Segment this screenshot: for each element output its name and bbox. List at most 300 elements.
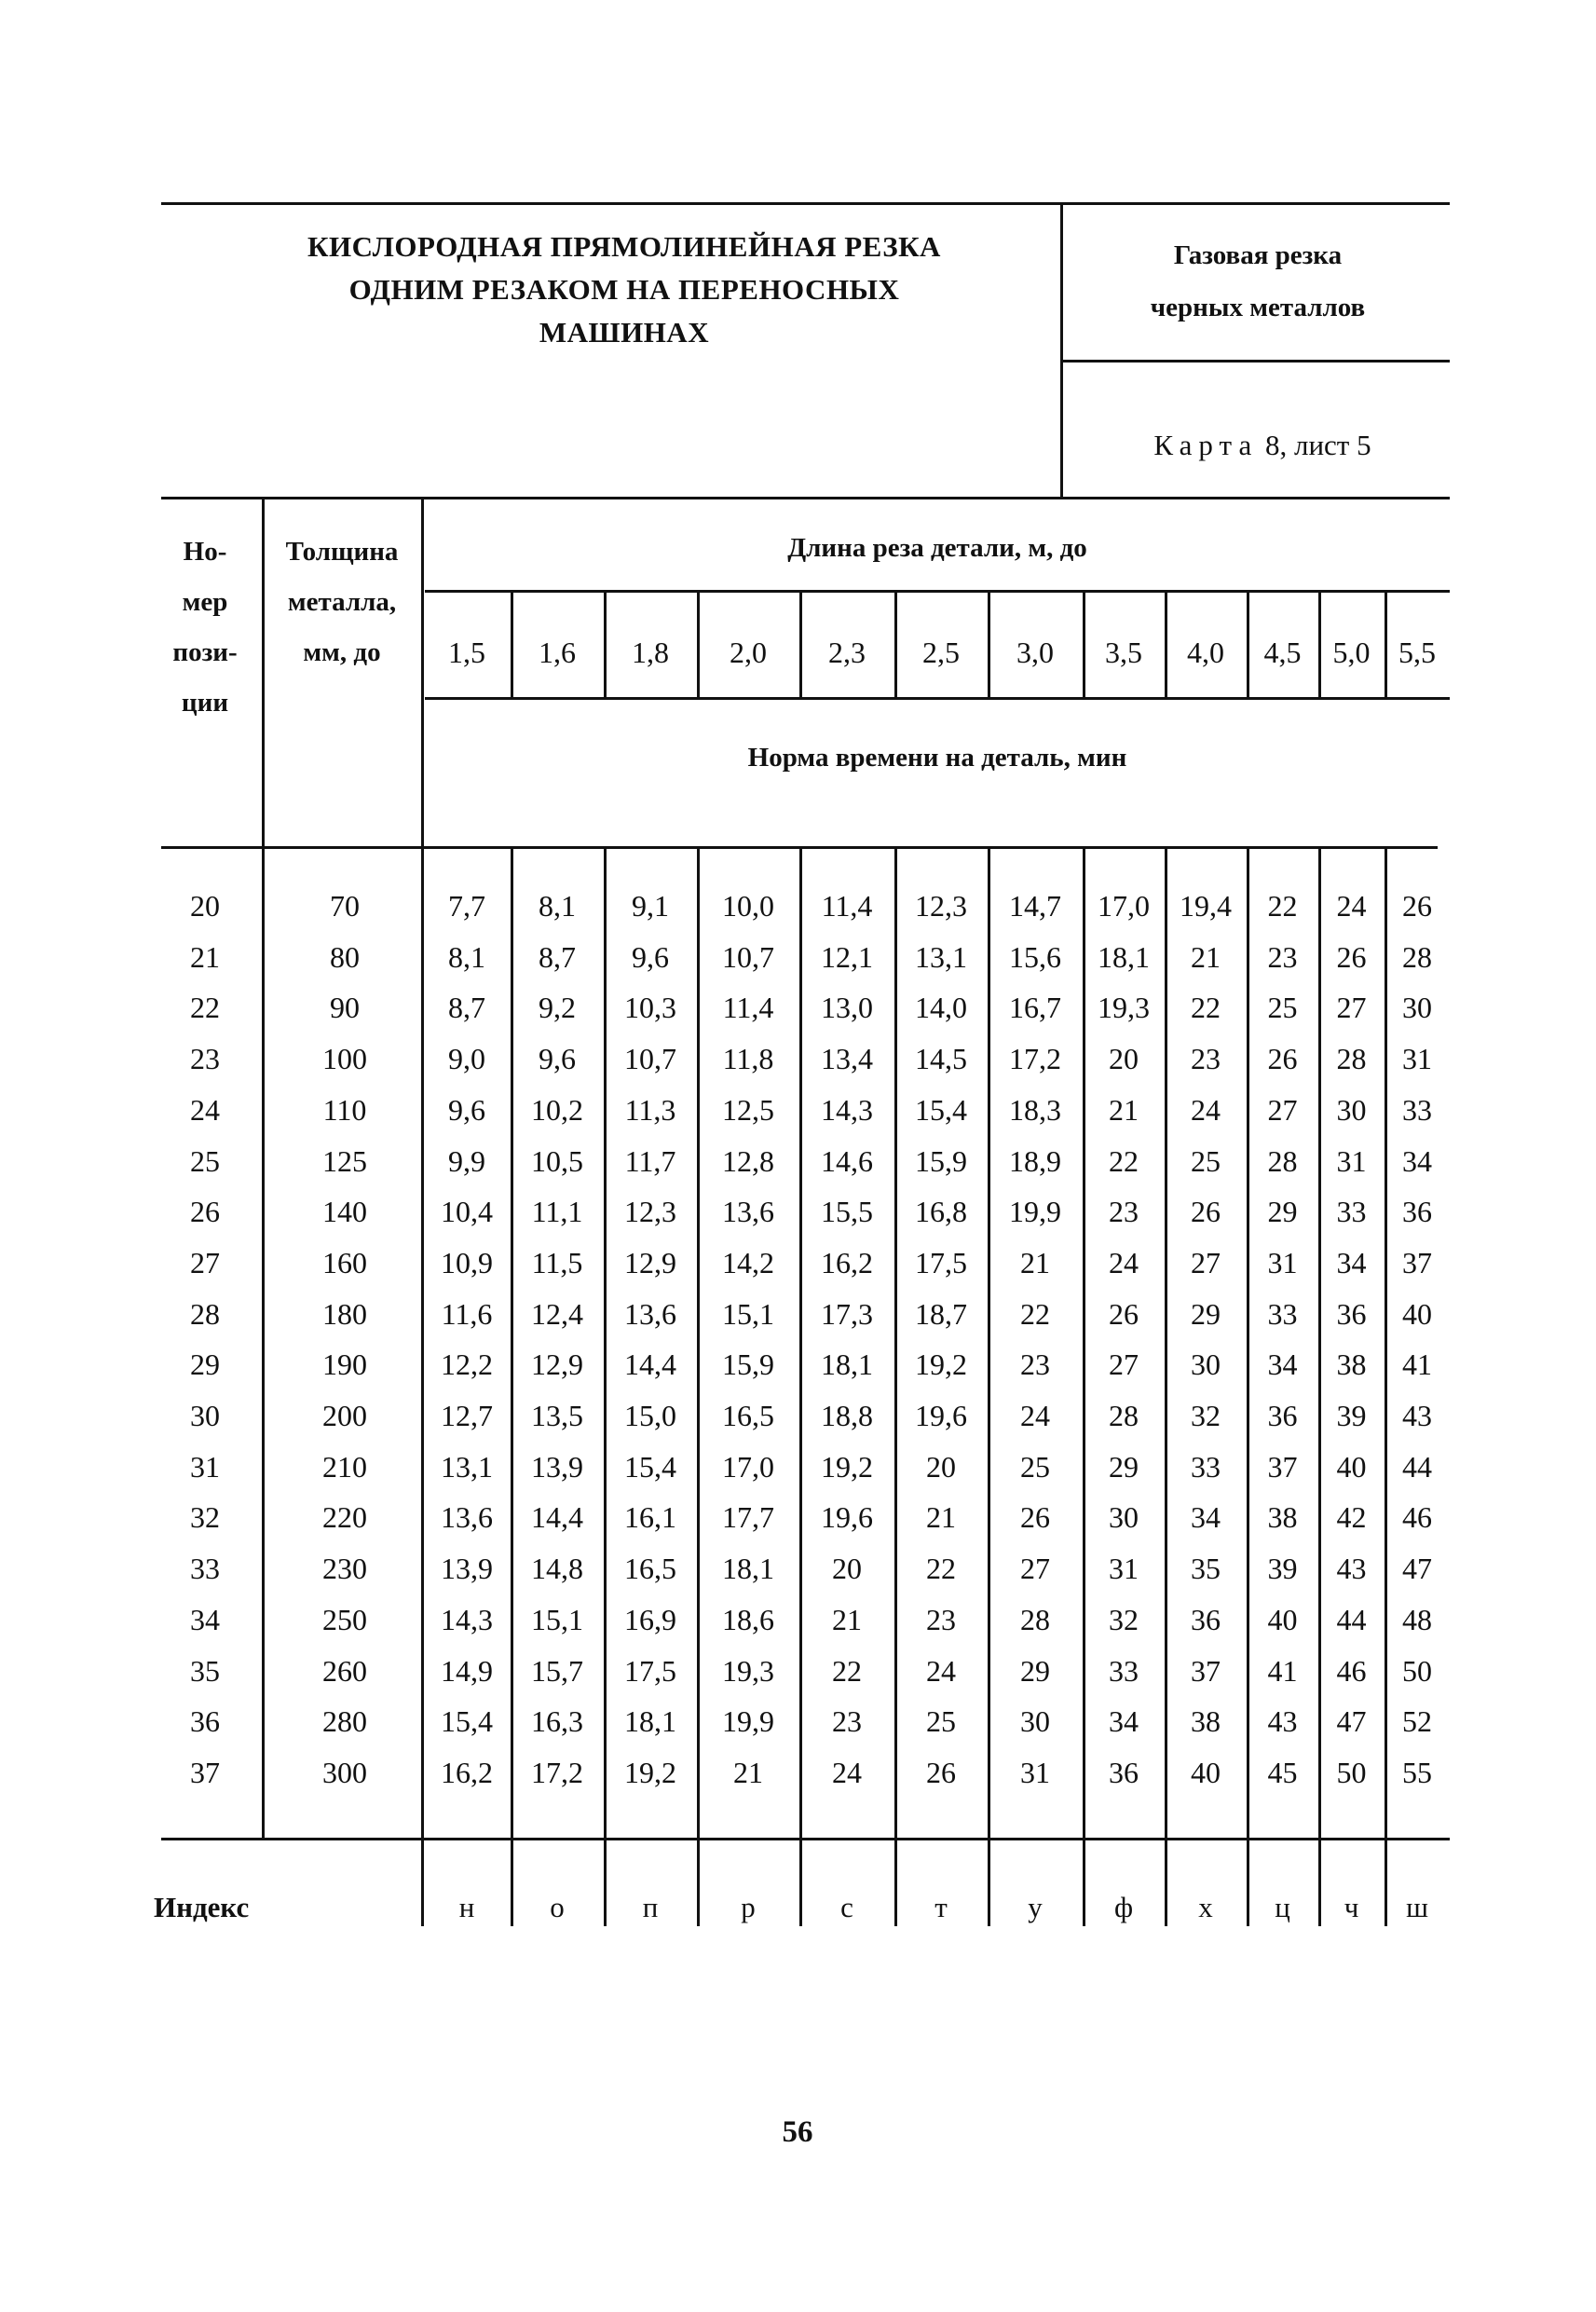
table-cell: 8,1 <box>539 889 576 923</box>
table-cell: 52 <box>1402 1704 1432 1739</box>
table-cell: 21 <box>1191 939 1221 974</box>
table-cell: 12,2 <box>441 1348 493 1382</box>
table-cell: 22 <box>832 1653 862 1688</box>
table-cell: 17,3 <box>821 1296 873 1331</box>
row-position: 35 <box>190 1653 220 1688</box>
table-cell: 11,3 <box>624 1092 676 1127</box>
row-position: 29 <box>190 1348 220 1382</box>
header-top-rule <box>161 202 1450 205</box>
table-cell: 40 <box>1191 1755 1221 1789</box>
table-cell: 46 <box>1402 1500 1432 1535</box>
table-cell: 11,7 <box>624 1143 676 1178</box>
table-cell: 17,5 <box>915 1245 967 1279</box>
title-line: КИСЛОРОДНАЯ ПРЯМОЛИНЕЙНАЯ РЕЗКА <box>307 230 941 263</box>
document-title <box>270 226 978 354</box>
table-cell: 14,9 <box>441 1653 493 1688</box>
table-cell: 17,2 <box>531 1755 583 1789</box>
table-cell: 28 <box>1336 1042 1367 1076</box>
table-cell: 23 <box>1020 1348 1050 1382</box>
card-prefix: Карта <box>1153 429 1259 461</box>
index-letter: п <box>642 1891 659 1923</box>
table-cell: 26 <box>1402 889 1432 923</box>
table-cell: 19,4 <box>1180 889 1232 923</box>
table-cell: 16,7 <box>1009 991 1061 1025</box>
table-cell: 13,0 <box>821 991 873 1025</box>
table-cell: 22 <box>1020 1296 1050 1331</box>
table-cell: 9,6 <box>539 1042 576 1076</box>
index-letter: р <box>741 1891 756 1923</box>
row-thickness: 80 <box>330 939 360 974</box>
table-cell: 46 <box>1336 1653 1367 1688</box>
table-cell: 44 <box>1402 1449 1432 1484</box>
table-cell: 12,1 <box>821 939 873 974</box>
table-cell: 14,5 <box>915 1042 967 1076</box>
table-cell: 14,4 <box>624 1348 676 1382</box>
table-cell: 19,3 <box>1098 991 1150 1025</box>
table-cell: 23 <box>1267 939 1298 974</box>
table-cell: 47 <box>1336 1704 1367 1739</box>
table-cell: 16,2 <box>821 1245 873 1279</box>
table-cell: 10,3 <box>624 991 676 1025</box>
table-cell: 8,7 <box>448 991 485 1025</box>
table-cell: 27 <box>1267 1092 1298 1127</box>
table-cell: 45 <box>1267 1755 1298 1789</box>
table-cell: 38 <box>1191 1704 1221 1739</box>
length-value-header: 2,5 <box>922 636 960 669</box>
table-cell: 10,7 <box>624 1042 676 1076</box>
table-cell: 14,4 <box>531 1500 583 1535</box>
table-cell: 14,6 <box>821 1143 873 1178</box>
index-letter: х <box>1198 1891 1213 1923</box>
row-position: 25 <box>190 1143 220 1178</box>
table-cell: 15,4 <box>915 1092 967 1127</box>
table-cell: 10,5 <box>531 1143 583 1178</box>
table-cell: 32 <box>1109 1602 1139 1636</box>
table-cell: 33 <box>1267 1296 1298 1331</box>
category-line: черных металлов <box>1150 293 1366 322</box>
table-cell: 21 <box>832 1602 862 1636</box>
card-suffix: 8, лист 5 <box>1264 429 1371 461</box>
table-cell: 9,0 <box>448 1042 485 1076</box>
index-letter: н <box>458 1891 475 1923</box>
table-cell: 16,1 <box>624 1500 676 1535</box>
index-letter: ш <box>1406 1891 1428 1923</box>
table-cell: 10,4 <box>441 1195 493 1229</box>
table-cell: 23 <box>832 1704 862 1739</box>
table-cell: 14,0 <box>915 991 967 1025</box>
row-thickness: 220 <box>322 1500 367 1535</box>
table-top-rule <box>161 497 1450 499</box>
card-label <box>1104 429 1421 462</box>
table-cell: 10,9 <box>441 1245 493 1279</box>
table-cell: 14,3 <box>821 1092 873 1127</box>
table-cell: 25 <box>1267 991 1298 1025</box>
table-cell: 31 <box>1267 1245 1298 1279</box>
table-cell: 26 <box>1336 939 1367 974</box>
table-cell: 21 <box>733 1755 763 1789</box>
table-cell: 33 <box>1191 1449 1221 1484</box>
row-thickness: 230 <box>322 1552 367 1586</box>
header-separator <box>1060 205 1063 497</box>
table-cell: 18,1 <box>722 1552 774 1586</box>
header-line: металла, <box>287 587 397 617</box>
row-position: 34 <box>190 1602 220 1636</box>
table-cell: 14,7 <box>1009 889 1061 923</box>
body-bottom-rule <box>161 1838 1450 1840</box>
table-cell: 15,4 <box>624 1449 676 1484</box>
index-label: Индекс <box>154 1891 250 1923</box>
table-cell: 30 <box>1020 1704 1050 1739</box>
table-cell: 15,1 <box>722 1296 774 1331</box>
table-cell: 43 <box>1336 1552 1367 1586</box>
index-letter: о <box>550 1891 565 1923</box>
table-cell: 36 <box>1402 1195 1432 1229</box>
table-cell: 41 <box>1402 1348 1432 1382</box>
table-cell: 13,4 <box>821 1042 873 1076</box>
table-cell: 20 <box>832 1552 862 1586</box>
table-cell: 37 <box>1191 1653 1221 1688</box>
table-cell: 18,1 <box>624 1704 676 1739</box>
row-position: 28 <box>190 1296 220 1331</box>
table-cell: 13,9 <box>531 1449 583 1484</box>
table-cell: 31 <box>1336 1143 1367 1178</box>
table-cell: 34 <box>1402 1143 1432 1178</box>
table-cell: 43 <box>1402 1399 1432 1432</box>
table-cell: 33 <box>1402 1092 1432 1127</box>
table-cell: 13,9 <box>441 1552 493 1586</box>
table-cell: 42 <box>1336 1500 1367 1535</box>
table-cell: 15,5 <box>821 1195 873 1229</box>
table-cell: 28 <box>1109 1399 1139 1432</box>
table-cell: 19,9 <box>722 1704 774 1739</box>
table-cell: 12,4 <box>531 1296 583 1331</box>
table-cell: 19,9 <box>1009 1195 1061 1229</box>
table-cell: 18,3 <box>1009 1092 1061 1127</box>
table-cell: 30 <box>1191 1348 1221 1382</box>
row-position: 31 <box>190 1449 220 1484</box>
table-cell: 47 <box>1402 1552 1432 1586</box>
table-cell: 16,2 <box>441 1755 493 1789</box>
table-cell: 39 <box>1267 1552 1298 1586</box>
table-cell: 27 <box>1191 1245 1221 1279</box>
table-cell: 28 <box>1267 1143 1298 1178</box>
table-cell: 13,6 <box>722 1195 774 1229</box>
table-cell: 13,5 <box>531 1399 583 1432</box>
table-cell: 39 <box>1336 1399 1367 1432</box>
thickness-column-header <box>267 527 416 677</box>
table-cell: 29 <box>1109 1449 1139 1484</box>
table-cell: 10,2 <box>531 1092 583 1127</box>
table-cell: 33 <box>1336 1195 1367 1229</box>
length-value-header: 1,6 <box>539 636 576 669</box>
length-value-header: 3,0 <box>1016 636 1054 669</box>
table-cell: 17,0 <box>722 1449 774 1484</box>
table-cell: 19,6 <box>821 1500 873 1535</box>
table-cell: 15,7 <box>531 1653 583 1688</box>
table-cell: 18,7 <box>915 1296 967 1331</box>
table-cell: 10,7 <box>722 939 774 974</box>
table-cell: 14,3 <box>441 1602 493 1636</box>
table-cell: 36 <box>1109 1755 1139 1789</box>
table-cell: 12,5 <box>722 1092 774 1127</box>
table-cell: 55 <box>1402 1755 1432 1789</box>
table-cell: 34 <box>1336 1245 1367 1279</box>
table-cell: 15,4 <box>441 1704 493 1739</box>
table-cell: 24 <box>1336 889 1367 923</box>
table-cell: 19,2 <box>821 1449 873 1484</box>
table-cell: 31 <box>1402 1042 1432 1076</box>
table-cell: 23 <box>926 1602 956 1636</box>
row-position: 24 <box>190 1092 220 1127</box>
row-position: 33 <box>190 1552 220 1586</box>
table-cell: 25 <box>926 1704 956 1739</box>
row-thickness: 280 <box>322 1704 367 1739</box>
table-cell: 26 <box>1191 1195 1221 1229</box>
row-thickness: 250 <box>322 1602 367 1636</box>
table-cell: 29 <box>1020 1653 1050 1688</box>
position-column-header <box>158 527 252 728</box>
table-cell: 18,8 <box>821 1399 873 1432</box>
table-cell: 17,7 <box>722 1500 774 1535</box>
length-header-rule <box>425 590 1450 593</box>
table-cell: 17,0 <box>1098 889 1150 923</box>
table-cell: 22 <box>1191 991 1221 1025</box>
table-cell: 18,1 <box>821 1348 873 1382</box>
row-thickness: 300 <box>322 1755 367 1789</box>
table-cell: 9,1 <box>632 889 669 923</box>
table-cell: 14,8 <box>531 1552 583 1586</box>
table-cell: 23 <box>1109 1195 1139 1229</box>
row-position: 20 <box>190 889 220 923</box>
table-cell: 23 <box>1191 1042 1221 1076</box>
table-cell: 19,2 <box>624 1755 676 1789</box>
table-cell: 29 <box>1191 1296 1221 1331</box>
header-line: мм, до <box>303 637 381 667</box>
table-cell: 33 <box>1109 1653 1139 1688</box>
table-cell: 34 <box>1191 1500 1221 1535</box>
table-cell: 26 <box>926 1755 956 1789</box>
table-cell: 10,0 <box>722 889 774 923</box>
table-cell: 40 <box>1336 1449 1367 1484</box>
table-cell: 15,6 <box>1009 939 1061 974</box>
length-value-header: 1,8 <box>632 636 669 669</box>
row-position: 32 <box>190 1500 220 1535</box>
table-cell: 13,1 <box>915 939 967 974</box>
table-cell: 11,1 <box>531 1195 583 1229</box>
table-cell: 8,7 <box>539 939 576 974</box>
table-cell: 19,6 <box>915 1399 967 1432</box>
index-letter: ц <box>1275 1891 1290 1923</box>
table-cell: 27 <box>1336 991 1367 1025</box>
table-cell: 13,1 <box>441 1449 493 1484</box>
table-cell: 22 <box>926 1552 956 1586</box>
table-cell: 11,4 <box>821 889 873 923</box>
table-cell: 13,6 <box>624 1296 676 1331</box>
table-cell: 24 <box>1109 1245 1139 1279</box>
table-cell: 34 <box>1267 1348 1298 1382</box>
table-cell: 12,3 <box>915 889 967 923</box>
row-position: 36 <box>190 1704 220 1739</box>
table-cell: 8,1 <box>448 939 485 974</box>
table-cell: 31 <box>1109 1552 1139 1586</box>
table-cell: 9,6 <box>632 939 669 974</box>
category-title <box>1085 229 1430 334</box>
row-position: 21 <box>190 939 220 974</box>
table-cell: 15,9 <box>915 1143 967 1178</box>
table-cell: 12,8 <box>722 1143 774 1178</box>
row-thickness: 125 <box>322 1143 367 1178</box>
table-cell: 32 <box>1191 1399 1221 1432</box>
table-cell: 15,9 <box>722 1348 774 1382</box>
row-thickness: 140 <box>322 1195 367 1229</box>
table-cell: 40 <box>1402 1296 1432 1331</box>
length-values-rule <box>425 697 1450 700</box>
table-cell: 35 <box>1191 1552 1221 1586</box>
table-cell: 27 <box>1109 1348 1139 1382</box>
table-cell: 20 <box>926 1449 956 1484</box>
row-thickness: 190 <box>322 1348 367 1382</box>
table-cell: 30 <box>1336 1092 1367 1127</box>
table-cell: 29 <box>1267 1195 1298 1229</box>
table-cell: 36 <box>1191 1602 1221 1636</box>
table-cell: 18,9 <box>1009 1143 1061 1178</box>
table-cell: 22 <box>1109 1143 1139 1178</box>
table-cell: 14,2 <box>722 1245 774 1279</box>
table-cell: 12,7 <box>441 1399 493 1432</box>
row-position: 30 <box>190 1399 220 1432</box>
table-cell: 20 <box>1109 1042 1139 1076</box>
header-line: Толщина <box>285 537 399 567</box>
row-thickness: 90 <box>330 991 360 1025</box>
row-thickness: 70 <box>330 889 360 923</box>
table-cell: 12,9 <box>531 1348 583 1382</box>
length-value-header: 3,5 <box>1105 636 1142 669</box>
table-cell: 26 <box>1109 1296 1139 1331</box>
table-cell: 38 <box>1267 1500 1298 1535</box>
row-position: 26 <box>190 1195 220 1229</box>
length-value-header: 5,0 <box>1332 636 1371 669</box>
index-letter: ф <box>1113 1891 1134 1923</box>
table-cell: 25 <box>1191 1143 1221 1178</box>
table-cell: 28 <box>1402 939 1432 974</box>
table-cell: 41 <box>1267 1653 1298 1688</box>
header-line: ции <box>181 688 229 718</box>
table-cell: 17,5 <box>624 1653 676 1688</box>
table-cell: 9,9 <box>448 1143 485 1178</box>
table-cell: 11,5 <box>531 1245 583 1279</box>
table-cell: 11,6 <box>441 1296 493 1331</box>
table-cell: 21 <box>1020 1245 1050 1279</box>
table-cell: 21 <box>926 1500 956 1535</box>
row-position: 22 <box>190 991 220 1025</box>
table-cell: 50 <box>1336 1755 1367 1789</box>
row-thickness: 110 <box>322 1092 367 1127</box>
table-cell: 15,1 <box>531 1602 583 1636</box>
table-cell: 16,5 <box>722 1399 774 1432</box>
table-cell: 48 <box>1402 1602 1432 1636</box>
table-cell: 11,8 <box>722 1042 774 1076</box>
table-cell: 31 <box>1020 1755 1050 1789</box>
row-thickness: 100 <box>322 1042 367 1076</box>
table-cell: 38 <box>1336 1348 1367 1382</box>
table-cell: 26 <box>1020 1500 1050 1535</box>
header-line: мер <box>182 587 228 617</box>
table-cell: 19,2 <box>915 1348 967 1382</box>
table-cell: 16,8 <box>915 1195 967 1229</box>
table-cell: 18,1 <box>1098 939 1150 974</box>
table-cell: 24 <box>926 1653 956 1688</box>
length-value-header: 4,5 <box>1263 636 1302 669</box>
header-line: пози- <box>172 637 238 667</box>
table-cell: 24 <box>1020 1399 1050 1432</box>
header-right-rule <box>1060 360 1450 363</box>
table-cell: 21 <box>1109 1092 1139 1127</box>
length-value-header: 5,5 <box>1398 636 1436 669</box>
norm-group-header: Норма времени на деталь, мин <box>747 743 1127 773</box>
index-letter: т <box>934 1891 948 1923</box>
table-cell: 37 <box>1267 1449 1298 1484</box>
length-group-header: Длина реза детали, м, до <box>787 533 1087 563</box>
table-cell: 9,2 <box>539 991 576 1025</box>
table-cell: 37 <box>1402 1245 1432 1279</box>
row-thickness: 180 <box>322 1296 367 1331</box>
table-cell: 19,3 <box>722 1653 774 1688</box>
col-divider-position <box>262 497 265 1839</box>
table-cell: 9,6 <box>448 1092 485 1127</box>
table-cell: 26 <box>1267 1042 1298 1076</box>
row-position: 37 <box>190 1755 220 1789</box>
length-value-header: 4,0 <box>1187 636 1224 669</box>
table-cell: 50 <box>1402 1653 1432 1688</box>
row-thickness: 160 <box>322 1245 367 1279</box>
row-position: 27 <box>190 1245 220 1279</box>
table-cell: 27 <box>1020 1552 1050 1586</box>
table-cell: 11,4 <box>722 991 774 1025</box>
row-position: 23 <box>190 1042 220 1076</box>
table-cell: 44 <box>1336 1602 1367 1636</box>
table-cell: 36 <box>1336 1296 1367 1331</box>
table-cell: 40 <box>1267 1602 1298 1636</box>
table-cell: 12,3 <box>624 1195 676 1229</box>
table-cell: 13,6 <box>441 1500 493 1535</box>
table-cell: 15,0 <box>624 1399 676 1432</box>
row-thickness: 200 <box>322 1399 367 1432</box>
title-line: ОДНИМ РЕЗАКОМ НА ПЕРЕНОСНЫХ <box>348 273 900 306</box>
table-cell: 43 <box>1267 1704 1298 1739</box>
table-cell: 16,3 <box>531 1704 583 1739</box>
page-number: 56 <box>782 2115 813 2149</box>
index-letter: ч <box>1344 1891 1359 1923</box>
index-letter: у <box>1028 1891 1043 1923</box>
table-cell: 36 <box>1267 1399 1298 1432</box>
row-thickness: 210 <box>322 1449 367 1484</box>
table-cell: 30 <box>1109 1500 1139 1535</box>
header-line: Но- <box>183 537 227 567</box>
table-cell: 16,9 <box>624 1602 676 1636</box>
length-value-header: 1,5 <box>448 636 485 669</box>
index-letter: с <box>840 1891 853 1923</box>
table-cell: 34 <box>1109 1704 1139 1739</box>
table-cell: 12,9 <box>624 1245 676 1279</box>
table-cell: 30 <box>1402 991 1432 1025</box>
table-cell: 7,7 <box>448 889 485 923</box>
row-thickness: 260 <box>322 1653 367 1688</box>
title-line: МАШИНАХ <box>539 316 710 349</box>
table-cell: 28 <box>1020 1602 1050 1636</box>
length-value-header: 2,0 <box>730 636 767 669</box>
length-value-header: 2,3 <box>828 636 866 669</box>
table-cell: 16,5 <box>624 1552 676 1586</box>
